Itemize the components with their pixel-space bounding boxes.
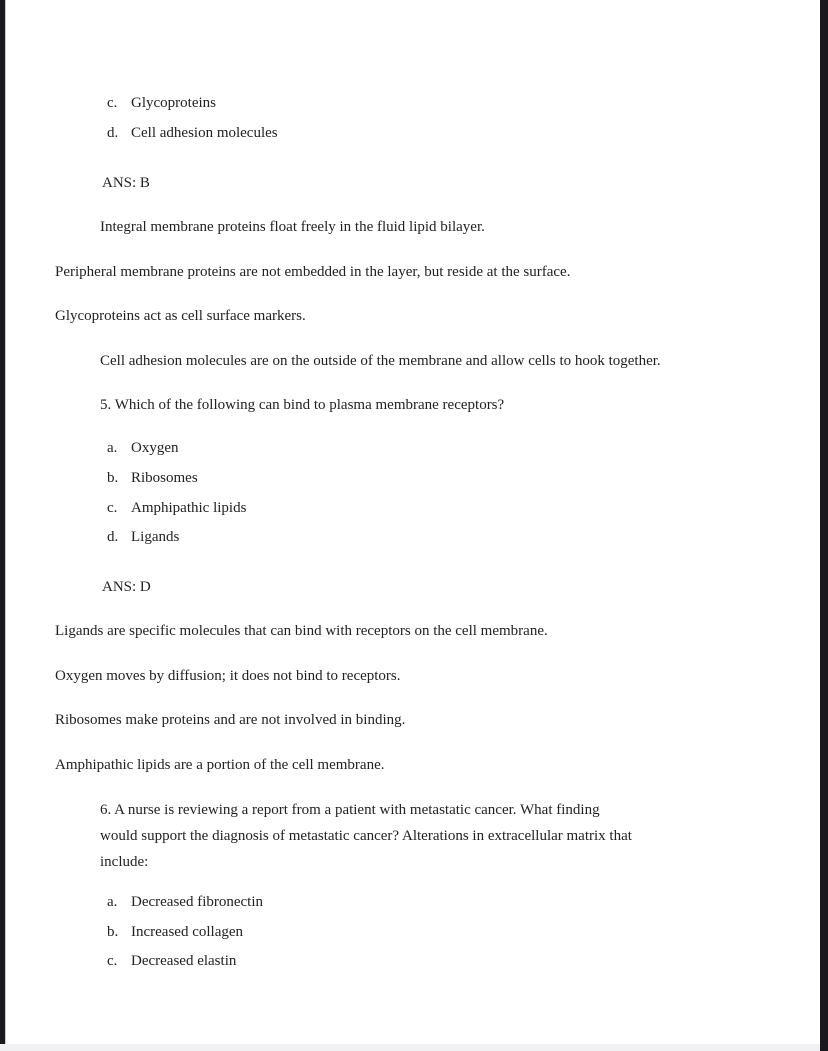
rationale-paragraph: Integral membrane proteins float freely in the fluid lipid bilayer. <box>100 219 485 235</box>
option-text: Oxygen <box>131 440 179 456</box>
option-text: Cell adhesion molecules <box>131 125 278 141</box>
question-text <box>100 797 632 875</box>
answer-option <box>107 124 278 143</box>
option-text: Decreased elastin <box>131 953 237 969</box>
option-letter: c. <box>107 953 118 969</box>
option-letter: c. <box>107 500 118 516</box>
rationale-paragraph: Glycoproteins act as cell surface markers. <box>55 308 306 324</box>
option-letter: d. <box>107 125 119 141</box>
option-letter: b. <box>107 924 119 940</box>
option-text: Ligands <box>131 529 180 545</box>
option-letter: a. <box>107 894 118 910</box>
option-letter: c. <box>107 95 118 111</box>
rationale-paragraph: Ligands are specific molecules that can bind with receptors on the cell membrane. <box>55 623 548 639</box>
option-text: Glycoproteins <box>131 95 216 111</box>
question-line: 6. A nurse is reviewing a report from a patient with metastatic cancer. What finding <box>100 802 600 818</box>
rationale-paragraph: Amphipathic lipids are a portion of the cell membrane. <box>55 757 385 773</box>
question-line: include: <box>100 854 149 870</box>
rationale-paragraph: Cell adhesion molecules are on the outside of the membrane and allow cells to hook together. <box>100 353 661 369</box>
option-letter: b. <box>107 470 119 486</box>
option-text: Amphipathic lipids <box>131 500 247 516</box>
rationale-paragraph: Oxygen moves by diffusion; it does not bind to receptors. <box>55 668 401 684</box>
answer-option <box>107 94 216 113</box>
rationale-paragraph: Peripheral membrane proteins are not embedded in the layer, but reside at the surface. <box>55 264 571 280</box>
option-letter: a. <box>107 440 118 456</box>
answer-option <box>107 439 179 458</box>
answer-option <box>107 469 198 488</box>
answer-key: ANS: B <box>102 175 150 191</box>
question-line: would support the diagnosis of metastatic cancer? Alterations in extracellular matrix that <box>100 828 632 844</box>
answer-option <box>107 528 179 547</box>
page-left-border-line <box>5 0 6 1044</box>
answer-option <box>107 923 243 942</box>
answer-option <box>107 499 246 518</box>
option-letter: d. <box>107 529 119 545</box>
question-text: 5. Which of the following can bind to plasma membrane receptors? <box>100 397 505 413</box>
option-text: Ribosomes <box>131 470 198 486</box>
answer-key: ANS: D <box>102 579 151 595</box>
page-bottom-strip <box>0 1044 820 1051</box>
option-text: Decreased fibronectin <box>131 894 264 910</box>
rationale-paragraph: Ribosomes make proteins and are not involved in binding. <box>55 712 406 728</box>
answer-option <box>107 893 263 912</box>
page-right-border <box>820 0 828 1051</box>
answer-option <box>107 952 236 971</box>
option-text: Increased collagen <box>131 924 244 940</box>
